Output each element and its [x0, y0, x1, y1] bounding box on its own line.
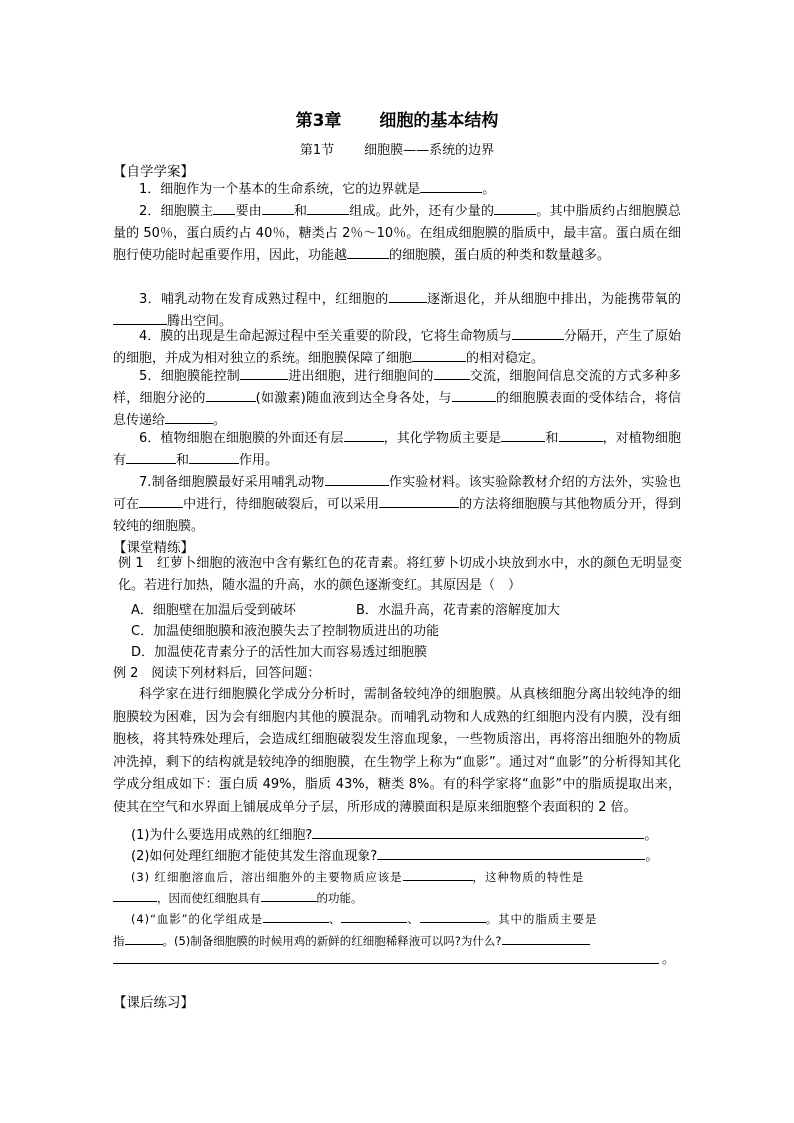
option-a[interactable]: A．细胞壁在加温后受到破坏 [131, 603, 296, 618]
subquestion-5-end: 。 [662, 952, 676, 967]
section-title [0, 139, 794, 158]
question-1: 1．细胞作为一个基本的生命系统，它的边界就是 。 [113, 179, 681, 201]
answer-line[interactable] [113, 888, 157, 902]
question-7: 7.制备细胞膜最好采用哺乳动物 作实验材料。该实验除教材介绍的方法外，实验也可在 中进行，待细胞破裂后，可以采用 的方法将细胞膜与其他物质分开，得到较纯的细胞膜。 [113, 472, 681, 538]
blank[interactable] [420, 179, 482, 193]
question-2: 2．细胞膜主 要由 和 组成。此外，还有少量的 。其中脂质约占细胞膜总量的 50％，蛋白质约占 40％，糖类占 2％～10％。在组成细胞膜的脂质中，最丰富。蛋白质在细胞行使功能时起重要作用，因此，功能越 的细胞膜，蛋白质的种类和数量越多。 [113, 201, 681, 267]
blank[interactable] [213, 201, 235, 215]
answer-line[interactable] [502, 931, 590, 945]
blank[interactable] [206, 388, 256, 402]
blank[interactable] [344, 428, 384, 442]
answer-line[interactable] [341, 909, 407, 923]
option-d[interactable]: D．加温使花青素分子的活性加大而容易透过细胞膜 [131, 645, 428, 660]
blank[interactable] [559, 428, 603, 442]
answer-line[interactable] [420, 909, 486, 923]
answer-line[interactable] [312, 825, 644, 839]
heading-self-study: 【自学学案】 [113, 164, 194, 180]
example-2-stem: 例 2 阅读下列材料后，回答问题： [113, 666, 321, 681]
blank[interactable] [501, 428, 545, 442]
chapter-name: 细胞的基本结构 [379, 111, 499, 131]
blank[interactable] [494, 201, 536, 215]
section-number: 第1节 [299, 143, 335, 158]
heading-class-essence: 【课堂精练】 [113, 540, 194, 556]
subquestion-1: (1)为什么要选用成熟的红细胞? 。 [131, 825, 657, 847]
subquestion-3-line2: ，因而使红细胞具有 的功能。 [113, 887, 363, 909]
blank[interactable] [189, 450, 239, 464]
question-4: 4．膜的出现是生命起源过程中至关重要的阶段，它将生命物质与 分隔开，产生了原始的细胞，并成为相对独立的系统。细胞膜保障了细胞 的相对稳定。 [113, 326, 681, 370]
option-b[interactable]: B．水温升高，花青素的溶解度加大 [356, 603, 560, 618]
answer-line[interactable] [125, 931, 163, 945]
blank[interactable] [512, 326, 564, 340]
blank[interactable] [240, 366, 288, 380]
blank[interactable] [139, 494, 183, 508]
blank[interactable] [165, 410, 213, 424]
blank[interactable] [347, 245, 389, 259]
section-name: 细胞膜——系统的边界 [364, 143, 495, 158]
subquestion-4: (4)“血影”的化学组成是 、 、 。其中的脂质主要是 [131, 908, 597, 930]
question-3: 3．哺乳动物在发育成熟过程中，红细胞的 逐渐退化，并从细胞中排出，为能携带氧的腾出空间。 [113, 289, 681, 333]
subquestion-2: (2)如何处理红细胞才能使其发生溶血现象? 。 [131, 846, 658, 868]
blank[interactable] [113, 311, 167, 325]
example-1-stem: 例 1 红萝卜细胞的液泡中含有紫红色的花青素。将红萝卜切成小块放到水中，水的颜色无明显变化。若进行加热，随水温的升高，水的颜色逐渐变红。其原因是（ ） [118, 556, 682, 593]
chapter-title [0, 106, 794, 131]
subquestion-3-line1: (3) 红细胞溶血后，溶出细胞外的主要物质应该是 ，这种物质的特性是 [131, 866, 584, 888]
blank[interactable] [379, 494, 459, 508]
blank[interactable] [126, 450, 176, 464]
blank[interactable] [325, 472, 389, 486]
blank[interactable] [389, 289, 427, 303]
answer-line-5[interactable] [113, 963, 659, 964]
chapter-number: 第3章 [295, 111, 342, 131]
question-5: 5．细胞膜能控制 进出细胞，进行细胞间的 交流，细胞间信息交流的方式多种多样，细胞分泌的 (如激素)随血液到达全身各处，与 的细胞膜表面的受体结合，将信息传递给 。 [113, 366, 681, 432]
example-2-material: 科学家在进行细胞膜化学成分分析时，需制备较纯净的细胞膜。从真核细胞分离出较纯净的细胞膜较为困难，因为会有细胞内其他的膜混杂。而哺乳动物和人成熟的红细胞内没有内膜，没有细胞核，将其特殊处理后，会造成红细胞破裂发生溶血现象，一些物质溶出，再将溶出细胞外的物质冲洗掉，剩下的结构就是较纯净的细胞膜，在生物学上称为“血影”。通过对“血影”的分析得知其化学成分组成如下：蛋白质 49%，脂质 43%，糖类 8%。有的科学家将“血影”中的脂质提取出来，使其在空气和水界面上铺展成单分子层，所形成的薄膜面积是原来细胞整个表面积的 2 倍。 [113, 687, 681, 815]
answer-line[interactable] [261, 888, 317, 902]
answer-line[interactable] [403, 867, 473, 881]
option-c[interactable]: C．加温使细胞膜和液泡膜失去了控制物质进出的功能 [131, 624, 440, 639]
answer-line[interactable] [377, 846, 645, 860]
question-6: 6．植物细胞在细胞膜的外面还有层 ，其化学物质主要是 和 ，对植物细胞有 和 作用。 [113, 428, 681, 472]
blank[interactable] [452, 388, 496, 402]
blank[interactable] [262, 201, 294, 215]
heading-after-class: 【课后练习】 [113, 995, 194, 1011]
subquestion-5: 指 。(5)制备细胞膜的时候用鸡的新鲜的红细胞稀释液可以吗?为什么? [113, 930, 590, 952]
blank[interactable] [412, 348, 466, 362]
answer-line[interactable] [263, 909, 329, 923]
blank[interactable] [434, 366, 470, 380]
blank[interactable] [307, 201, 349, 215]
